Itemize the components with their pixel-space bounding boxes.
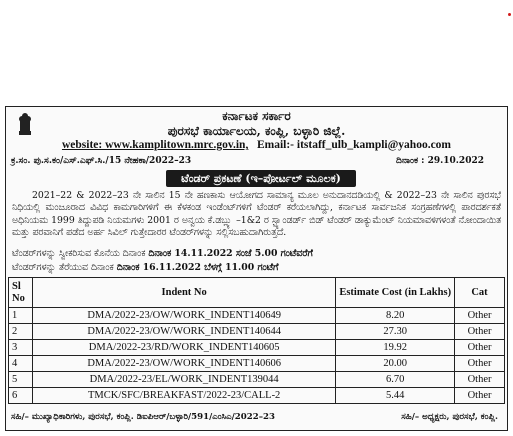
cell-indent-no: DMA/2022-23/RD/WORK_INDENT140605 <box>32 340 335 356</box>
notice-date: ದಿನಾಂಕ : 29.10.2022 <box>396 156 484 166</box>
cell-category: Other <box>455 340 505 356</box>
notice-body-text: 2021–22 & 2022–23 ನೇ ಸಾಲಿನ 15 ನೇ ಹಣಕಾಸು ಆಯೋಗದ ಸಾಮಾನ್ಯ ಮೂಲ ಅನುದಾನದಡಿಯಲ್ಲಿ & 2022–23 ನೇ ಸಾಲಿನ ಪುರಸಭೆ ನಿಧಿಯಲ್ಲಿ ಮಂಜೂರಾದ ವಿವಿಧ ಕಾಮಗಾರಿಗಳಿಗೆ ಈ ಕೆಳಕಂಡ ಇಂಡೆಂಟ್‌ಗಳಿಗೆ ಟೆಂಡರ್ ಕರೆಯಲಾಗಿದ್ದು, ಕರ್ನಾಟಕ ಸಾರ್ವಜನಿಕ ಸಂಗ್ರಹಣೆಗಳಲ್ಲಿ ಪಾರದರ್ಶಕತೆ ಅಧಿನಿಯಮ 1999 ತಿದ್ದುಪಡಿ ನಿಯಮಗಳು 2001 ರ ಅನ್ವಯ ಕೆ.ಡಬ್ಲ್ಯು –1&2 ರ ಸ್ಟ್ಯಾಂಡರ್ಡ್ ಬಿಡ್ ಟೆಂಡರ್ ಡಾಕ್ಯುಮೆಂಟ್ ನಿಯಮಾವಳಿಗಳಂತೆ ನೋಂದಾಯಿತ ಮತ್ತು ಪರವಾನಿಗೆ ಪಡೆದ ಅರ್ಹ ಸಿವಿಲ್ ಗುತ್ತೇದಾರರ ಟೆಂಡರ್‌ಗಳನ್ನು ಸಲ್ಲಿಸಬಹುದಾಗಿರುತ್ತದೆ. <box>12 190 501 238</box>
reference-row <box>11 156 502 166</box>
header-indent-no: Indent No <box>32 278 335 308</box>
submission-deadline <box>12 248 313 259</box>
cell-sl-no: 2 <box>9 324 33 340</box>
cell-estimate-cost: 20.00 <box>336 356 455 372</box>
cell-sl-no: 1 <box>9 308 33 324</box>
cell-estimate-cost: 27.30 <box>336 324 455 340</box>
cell-category: Other <box>455 308 505 324</box>
footer-left-signature: ಸಹಿ/– ಮುಖ್ಯಾಧಿಕಾರಿಗಳು, ಪುರಸಭೆ, ಕಂಪ್ಲಿ. ಡಿಐಪಿಆರ್/ಬಳ್ಳಾರಿ/591/ಎಂಸಿಎ/2022–23 <box>11 412 275 422</box>
cell-category: Other <box>455 356 505 372</box>
red-dot-mark <box>508 13 511 16</box>
header-sl-no: Sl No <box>9 278 33 308</box>
cell-indent-no: DMA/2022-23/EL/WORK_INDENT139044 <box>32 372 335 388</box>
cell-sl-no: 5 <box>9 372 33 388</box>
reference-number: ಕ್ರ.ಸಂ. ಪು.ಸ.ಕಂ/ಎಸ್.ಎಫ್.ಸಿ./15 ನೇಹಕಾ/2022–23 <box>11 156 192 166</box>
submission-deadline-value: ದಿನಾಂಕ 14.11.2022 ಸಂಜೆ 5.00 ಗಂಟೆವರೆಗೆ <box>148 248 313 259</box>
tender-table <box>8 277 505 404</box>
table-row <box>9 324 505 340</box>
contact-line <box>6 139 507 151</box>
email-address: Email:- itstaff_ulb_kampli@yahoo.com <box>256 139 452 151</box>
cell-sl-no: 6 <box>9 388 33 404</box>
table-row <box>9 372 505 388</box>
tender-notice <box>5 106 508 431</box>
opening-date-label: ಟೆಂಡರ್‌ಗಳನ್ನು ತೆರೆಯುವ ದಿನಾಂಕ <box>12 262 114 273</box>
office-title: ಪುರಸಭೆ ಕಾರ್ಯಾಲಯ, ಕಂಪ್ಲಿ, ಬಳ್ಳಾರಿ ಜಿಲ್ಲೆ. <box>167 124 346 138</box>
cell-estimate-cost: 19.92 <box>336 340 455 356</box>
submission-deadline-label: ಟೆಂಡರ್‌ಗಳನ್ನು ಸ್ವೀಕರಿಸುವ ಕೊನೆಯ ದಿನಾಂಕ <box>12 248 146 259</box>
cell-estimate-cost: 8.20 <box>336 308 455 324</box>
header-estimate-cost: Estimate Cost (in Lakhs) <box>336 278 455 308</box>
cell-indent-no: TMCK/SFC/BREAKFAST/2022-23/CALL-2 <box>32 388 335 404</box>
cell-indent-no: DMA/2022-23/OW/WORK_INDENT140644 <box>32 324 335 340</box>
cell-estimate-cost: 5.44 <box>336 388 455 404</box>
website-link[interactable]: website: www.kamplitown.mrc.gov.in, <box>61 139 249 151</box>
cell-sl-no: 3 <box>9 340 33 356</box>
cell-estimate-cost: 6.70 <box>336 372 455 388</box>
signature-footer <box>11 412 502 422</box>
table-header-row <box>9 278 505 308</box>
government-title: ಕರ್ನಾಟಕ ಸರ್ಕಾರ <box>222 109 291 123</box>
cell-category: Other <box>455 388 505 404</box>
cell-sl-no: 4 <box>9 356 33 372</box>
header-category: Cat <box>455 278 505 308</box>
cell-indent-no: DMA/2022-23/OW/WORK_INDENT140649 <box>32 308 335 324</box>
table-row <box>9 308 505 324</box>
cell-indent-no: DMA/2022-23/OW/WORK_INDENT140606 <box>32 356 335 372</box>
table-row <box>9 356 505 372</box>
opening-date-value: ದಿನಾಂಕ 16.11.2022 ಬೆಳಗ್ಗೆ 11.00 ಗಂಟೆಗೆ <box>116 262 279 273</box>
cell-category: Other <box>455 372 505 388</box>
tender-banner: ಟೆಂಡರ್ ಪ್ರಕಟಣೆ (ಇ–ಪೋರ್ಟಲ್ ಮೂಲಕ) <box>166 170 356 187</box>
cell-category: Other <box>455 324 505 340</box>
table-row <box>9 340 505 356</box>
footer-right-signature: ಸಹಿ/– ಅಧ್ಯಕ್ಷರು, ಪುರಸಭೆ, ಕಂಪ್ಲಿ. <box>401 412 498 422</box>
table-row <box>9 388 505 404</box>
opening-date <box>12 262 278 273</box>
